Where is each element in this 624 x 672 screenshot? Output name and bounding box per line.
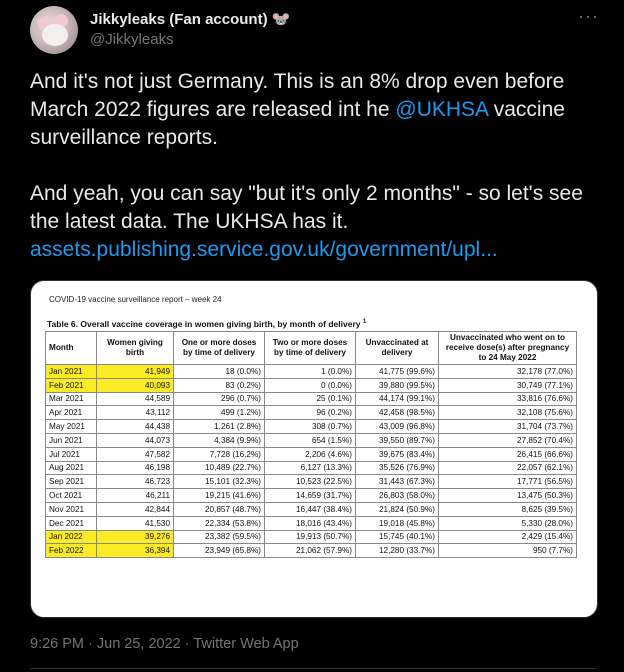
- after-pregnancy-cell: 8,625 (39.5%): [439, 502, 577, 516]
- women-giving-birth-cell: 41,949: [97, 365, 174, 379]
- month-cell: Dec 2021: [46, 516, 97, 530]
- column-header: Month: [46, 332, 97, 365]
- women-giving-birth-cell: 42,844: [97, 502, 174, 516]
- unvaccinated-cell: 41,775 (99.6%): [356, 365, 439, 379]
- tweet-text-part: vaccine surveillance reports.: [30, 98, 565, 149]
- one-dose-cell: 23,949 (65.8%): [174, 544, 265, 558]
- one-dose-cell: 296 (0.7%): [174, 392, 265, 406]
- table-row: [46, 544, 577, 558]
- two-doses-cell: 308 (0.7%): [265, 420, 356, 434]
- table-row: [46, 502, 577, 516]
- column-header: Two or more doses by time of delivery: [265, 332, 356, 365]
- table-row: [46, 433, 577, 447]
- two-doses-cell: 1 (0.0%): [265, 365, 356, 379]
- month-cell: May 2021: [46, 420, 97, 434]
- women-giving-birth-cell: 46,198: [97, 461, 174, 475]
- unvaccinated-cell: 43,009 (96.8%): [356, 420, 439, 434]
- one-dose-cell: 4,384 (9.9%): [174, 433, 265, 447]
- two-doses-cell: 6,127 (13.3%): [265, 461, 356, 475]
- vaccine-coverage-table: [45, 331, 577, 558]
- after-pregnancy-cell: 32,178 (77.0%): [439, 365, 577, 379]
- tweet-text: [30, 68, 600, 264]
- month-cell: Apr 2021: [46, 406, 97, 420]
- after-pregnancy-cell: 13,475 (50.3%): [439, 489, 577, 503]
- display-name-text: Jikkyleaks (Fan account): [90, 11, 268, 28]
- table-row: [46, 447, 577, 461]
- one-dose-cell: 15,101 (32.3%): [174, 475, 265, 489]
- after-pregnancy-cell: 2,429 (15.4%): [439, 530, 577, 544]
- table-row: [46, 475, 577, 489]
- table-row: [46, 516, 577, 530]
- unvaccinated-cell: 39,550 (89.7%): [356, 433, 439, 447]
- unvaccinated-cell: 15,745 (40.1%): [356, 530, 439, 544]
- two-doses-cell: 19,913 (50.7%): [265, 530, 356, 544]
- table-row: [46, 392, 577, 406]
- column-header: One or more doses by time of delivery: [174, 332, 265, 365]
- one-dose-cell: 1,261 (2.8%): [174, 420, 265, 434]
- tweet-text-part: And yeah, you can say "but it's only 2 months" - so let's see the latest data. The UKHSA has it.: [30, 182, 583, 233]
- women-giving-birth-cell: 44,438: [97, 420, 174, 434]
- month-cell: Nov 2021: [46, 502, 97, 516]
- attached-image[interactable]: [30, 280, 598, 618]
- one-dose-cell: 499 (1.2%): [174, 406, 265, 420]
- women-giving-birth-cell: 41,530: [97, 516, 174, 530]
- month-cell: Mar 2021: [46, 392, 97, 406]
- women-giving-birth-cell: 43,112: [97, 406, 174, 420]
- unvaccinated-cell: 44,174 (99.1%): [356, 392, 439, 406]
- after-pregnancy-cell: 31,704 (73.7%): [439, 420, 577, 434]
- tweet-text-part: And it's not just Germany. This is an 8% drop even before March 2022 figures are released int he: [30, 70, 565, 121]
- one-dose-cell: 18 (0.0%): [174, 365, 265, 379]
- mention-link[interactable]: @UKHSA: [395, 98, 488, 121]
- table-row: [46, 530, 577, 544]
- table-title: Table 6. Overall vaccine coverage in women giving birth, by month of delivery $^1$: [47, 319, 367, 329]
- tweet-timestamp[interactable]: 9:26 PM · Jun 25, 2022 · Twitter Web App: [30, 636, 299, 652]
- women-giving-birth-cell: 44,589: [97, 392, 174, 406]
- unvaccinated-cell: 12,280 (33.7%): [356, 544, 439, 558]
- unvaccinated-cell: 19,018 (45.8%): [356, 516, 439, 530]
- unvaccinated-cell: 39,880 (99.5%): [356, 378, 439, 392]
- month-cell: Jun 2021: [46, 433, 97, 447]
- one-dose-cell: 10,489 (22.7%): [174, 461, 265, 475]
- column-header: Unvaccinated who went on to receive dose(s) after pregnancy to 24 May 2022: [439, 332, 577, 365]
- after-pregnancy-cell: 33,816 (76.6%): [439, 392, 577, 406]
- after-pregnancy-cell: 950 (7.7%): [439, 544, 577, 558]
- women-giving-birth-cell: 40,093: [97, 378, 174, 392]
- one-dose-cell: 83 (0.2%): [174, 378, 265, 392]
- table-row: [46, 489, 577, 503]
- mouse-emoji-icon: 🐭: [271, 11, 291, 28]
- month-cell: Jan 2022: [46, 530, 97, 544]
- after-pregnancy-cell: 17,771 (56.5%): [439, 475, 577, 489]
- two-doses-cell: 654 (1.5%): [265, 433, 356, 447]
- after-pregnancy-cell: 26,415 (66.6%): [439, 447, 577, 461]
- two-doses-cell: 25 (0.1%): [265, 392, 356, 406]
- after-pregnancy-cell: 5,330 (28.0%): [439, 516, 577, 530]
- month-cell: Jan 2021: [46, 365, 97, 379]
- after-pregnancy-cell: 32,108 (75.6%): [439, 406, 577, 420]
- unvaccinated-cell: 39,675 (83.4%): [356, 447, 439, 461]
- url-link[interactable]: assets.publishing.service.gov.uk/government/upl...: [30, 238, 498, 261]
- two-doses-cell: 0 (0.0%): [265, 378, 356, 392]
- column-header: Unvaccinated at delivery: [356, 332, 439, 365]
- table-row: [46, 406, 577, 420]
- table-row: [46, 461, 577, 475]
- month-cell: Jul 2021: [46, 447, 97, 461]
- women-giving-birth-cell: 46,723: [97, 475, 174, 489]
- unvaccinated-cell: 31,443 (67.3%): [356, 475, 439, 489]
- avatar-mouse-face: [42, 24, 68, 46]
- table-header-row: [46, 332, 577, 365]
- month-cell: Feb 2021: [46, 378, 97, 392]
- after-pregnancy-cell: 22,057 (62.1%): [439, 461, 577, 475]
- women-giving-birth-cell: 44,073: [97, 433, 174, 447]
- table-row: [46, 365, 577, 379]
- women-giving-birth-cell: 36,394: [97, 544, 174, 558]
- display-name[interactable]: [90, 10, 290, 28]
- unvaccinated-cell: 42,458 (98.5%): [356, 406, 439, 420]
- table-row: [46, 420, 577, 434]
- after-pregnancy-cell: 27,852 (70.4%): [439, 433, 577, 447]
- women-giving-birth-cell: 47,582: [97, 447, 174, 461]
- user-handle[interactable]: @Jikkyleaks: [90, 31, 174, 48]
- one-dose-cell: 19,215 (41.6%): [174, 489, 265, 503]
- report-title: COVID-19 vaccine surveillance report – week 24: [49, 295, 222, 304]
- one-dose-cell: 22,334 (53.8%): [174, 516, 265, 530]
- women-giving-birth-cell: 39,276: [97, 530, 174, 544]
- two-doses-cell: 18,016 (43.4%): [265, 516, 356, 530]
- month-cell: Sep 2021: [46, 475, 97, 489]
- two-doses-cell: 2,206 (4.6%): [265, 447, 356, 461]
- month-cell: Feb 2022: [46, 544, 97, 558]
- table-row: [46, 378, 577, 392]
- divider: [30, 668, 596, 669]
- unvaccinated-cell: 35,526 (76.9%): [356, 461, 439, 475]
- one-dose-cell: 20,857 (48.7%): [174, 502, 265, 516]
- one-dose-cell: 23,382 (59.5%): [174, 530, 265, 544]
- more-options-icon[interactable]: ···: [578, 6, 599, 26]
- two-doses-cell: 16,447 (38.4%): [265, 502, 356, 516]
- month-cell: Aug 2021: [46, 461, 97, 475]
- unvaccinated-cell: 26,803 (58.0%): [356, 489, 439, 503]
- two-doses-cell: 96 (0.2%): [265, 406, 356, 420]
- one-dose-cell: 7,728 (16.2%): [174, 447, 265, 461]
- after-pregnancy-cell: 30,749 (77.1%): [439, 378, 577, 392]
- two-doses-cell: 14,659 (31.7%): [265, 489, 356, 503]
- two-doses-cell: 21,062 (57.9%): [265, 544, 356, 558]
- month-cell: Oct 2021: [46, 489, 97, 503]
- unvaccinated-cell: 21,824 (50.9%): [356, 502, 439, 516]
- two-doses-cell: 10,523 (22.5%): [265, 475, 356, 489]
- women-giving-birth-cell: 46,211: [97, 489, 174, 503]
- avatar[interactable]: [30, 6, 78, 54]
- column-header: Women giving birth: [97, 332, 174, 365]
